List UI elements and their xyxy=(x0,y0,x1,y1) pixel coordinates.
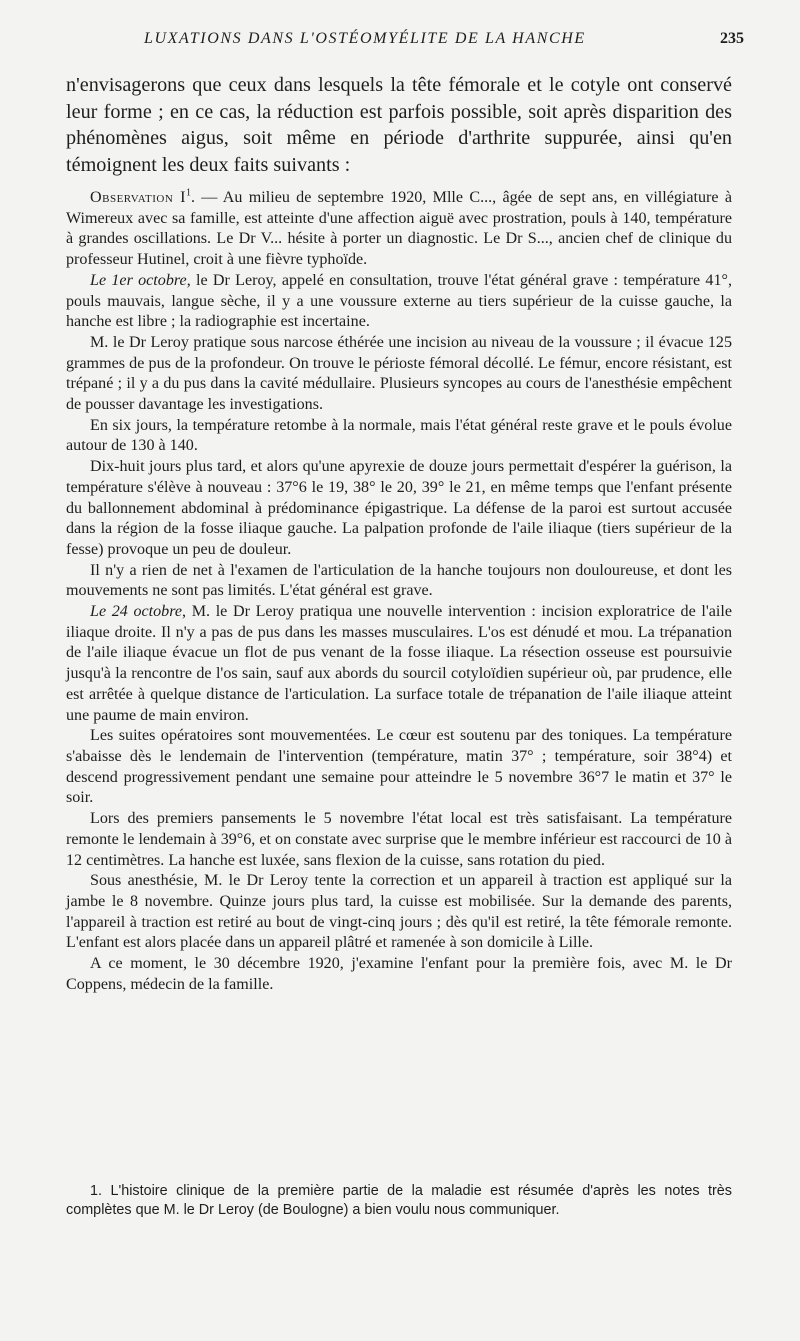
footnote-text: 1. L'histoire clinique de la première partie de la maladie est résumée d'après les notes très complètes que M. le Dr Leroy (de Boulogne) a bien voulu nous communiquer. xyxy=(66,1183,732,1218)
observation-text-7: , M. le Dr Leroy pratiqua une nouvelle intervention : incision exploratrice de l'aile iliaque droite. Il n'y a pas de pus dans les masses musculaires. L'os est dénudé et mou. La trépanation de l'aile iliaque évacue un flot de pus venant de la fosse iliaque. La résection osseuse est poursuivie jusqu'à la rencontre de l'os sain, sauf aux abords du sourcil cotyloïdien supérieur où, par prudence, elle est arrêtée à quelque distance de l'articulation. La surface totale de trépanation de l'aile iliaque atteint une paume de main environ. xyxy=(66,603,732,724)
observation-label: Observation I xyxy=(90,189,186,206)
observation-paragraph-11: A ce moment, le 30 décembre 1920, j'examine l'enfant pour la première fois, avec M. le Dr Coppens, médecin de la famille. xyxy=(66,955,732,993)
observation-paragraph-8: Les suites opératoires sont mouvementées. Le cœur est soutenu par des toniques. La température s'abaisse dès le lendemain de l'intervention (température, matin 37° ; température, soir 38°4) et descend progressivement pendant une semaine pour atteindre le 5 novembre 36°7 le matin et 37° le soir. xyxy=(66,727,732,807)
date-1er-octobre: Le 1er octobre xyxy=(90,271,187,289)
footnote xyxy=(66,1182,732,1220)
observation-paragraph-5: Dix-huit jours plus tard, et alors qu'une apyrexie de douze jours permettait d'espérer la guérison, la température s'élève à nouveau : 37°6 le 19, 38° le 20, 39° le 21, en même temps que l'enfant présente du ballonnement abdominal à prédominance épigastrique. La défense de la paroi est surtout accusée dans la région de la fosse iliaque gauche. La palpation profonde de l'aile iliaque (tiers supérieur de la fesse) provoque un peu de douleur. xyxy=(66,458,732,558)
observation-paragraph-10: Sous anesthésie, M. le Dr Leroy tente la correction et un appareil à traction est appliqué sur la jambe le 8 novembre. Quinze jours plus tard, la cuisse est mobilisée. Sur la demande des parents, l'appareil à traction est retiré au bout de vingt-cinq jours ; dès qu'il est retiré, la tête fémorale remonte. L'enfant est alors placée dans un appareil plâtré et ramenée à son domicile à Lille. xyxy=(66,872,732,952)
running-title: LUXATIONS DANS L'OSTÉOMYÉLITE DE LA HANCHE xyxy=(144,30,586,47)
observation-paragraph-6: Il n'y a rien de net à l'examen de l'articulation de la hanche toujours non douloureuse, et dont les mouvements ne sont pas limités. L'état général est grave. xyxy=(66,561,732,600)
observation-text-1: . — Au milieu de septembre 1920, Mlle C..., âgée de sept ans, en villégiature à Wimereux avec sa famille, est atteinte d'une affection aiguë avec prostration, pouls à 140, température à grandes oscillations. Le Dr V... hésite à porter un diagnostic. Le Dr S..., ancien chef de clinique du professeur Hutinel, croit à une fièvre typhoïde. xyxy=(66,189,733,269)
date-24-octobre: Le 24 octobre xyxy=(90,603,183,621)
observation-paragraph-7 xyxy=(66,602,732,726)
observation-paragraph-1 xyxy=(66,188,732,271)
footnote-mark: 1 xyxy=(185,187,191,199)
observation-paragraph-4: En six jours, la température retombe à la normale, mais l'état général reste grave et le pouls évolue autour de 130 à 140. xyxy=(66,416,732,455)
intro-paragraph: n'envisagerons que ceux dans lesquels la tête fémorale et le cotyle ont conservé leur forme ; en ce cas, la réduction est parfois possible, soit après disparition des phénomènes aigus, soit même en période d'arthrite suppurée, ainsi qu'en témoignent les deux faits suivants : xyxy=(66,74,732,176)
observation-section xyxy=(66,188,732,995)
observation-paragraph-9: Lors des premiers pansements le 5 novembre l'état local est très satisfaisant. La température remonte le lendemain à 39°6, et on constate avec surprise que le membre inférieur est raccourci de 10 à 12 centimètres. La hanche est luxée, sans flexion de la cuisse, sans rotation du pied. xyxy=(66,810,732,869)
page-number: 235 xyxy=(720,30,744,47)
observation-paragraph-2 xyxy=(66,271,732,333)
observation-paragraph-3: M. le Dr Leroy pratique sous narcose éthérée une incision au niveau de la voussure ; il évacue 125 grammes de pus de la profondeur. On trouve le périoste fémoral décollé. Le fémur, encore résistant, est trépané ; il y a du pus dans la cavité médullaire. Plusieurs syncopes au cours de l'anesthésie empêchent de pousser davantage les investigations. xyxy=(66,333,732,414)
observation-text-2: , le Dr Leroy, appelé en consultation, trouve l'état général grave : température 41°, pouls mauvais, langue sèche, il y a une voussure externe au tiers supérieur de la cuisse gauche, la hanche est libre ; la radiographie est incertaine. xyxy=(66,271,732,331)
